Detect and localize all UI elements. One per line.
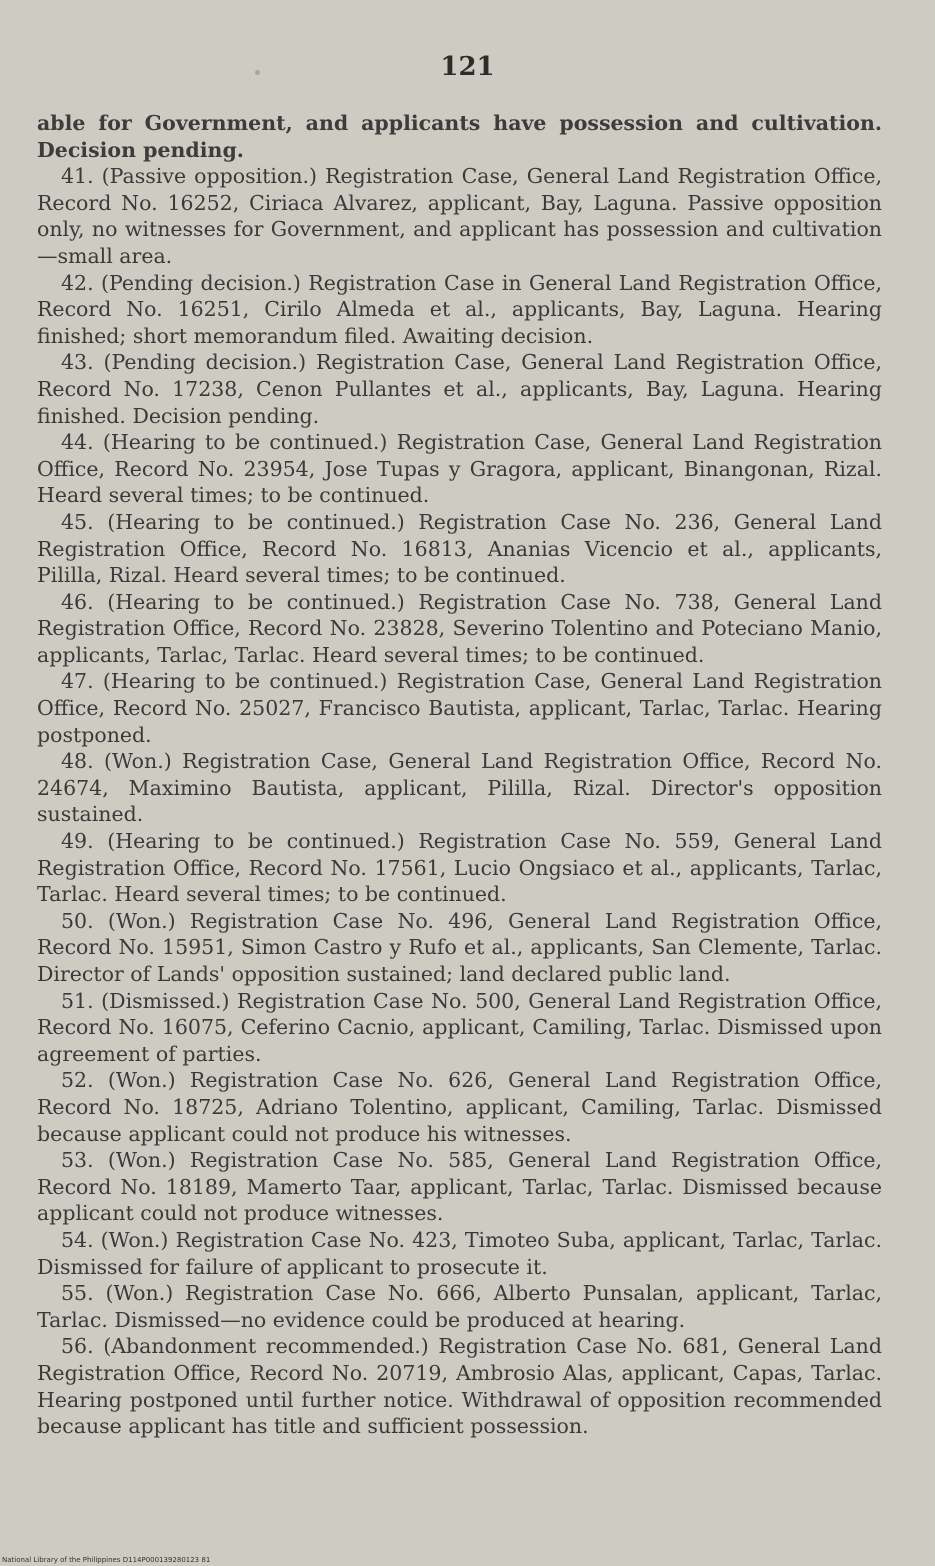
- scan-footer: National Library of the Philippines D114P000139280123 81: [2, 1556, 211, 1564]
- entry-50: 50. (Won.) Registration Case No. 496, General Land Registration Office, Record No. 15951, Simon Castro y Rufo et al., applicants, San Clemente, Tarlac. Director of Lands' opposition sustained; land declared public land.: [37, 908, 882, 986]
- entry-52: 52. (Won.) Registration Case No. 626, General Land Registration Office, Record No. 18725, Adriano Tolentino, applicant, Camiling, Tarlac. Dismissed because applicant could not produce his witnesses.: [37, 1068, 882, 1146]
- entry-54: 54. (Won.) Registration Case No. 423, Timoteo Suba, applicant, Tarlac, Tarlac. Dismissed for failure of applicant to prosecute it.: [37, 1227, 882, 1279]
- entry-49: 49. (Hearing to be continued.) Registration Case No. 559, General Land Registration Office, Record No. 17561, Lucio Ongsiaco et al., applicants, Tarlac, Tarlac. Heard several times; to be continued.: [37, 829, 882, 907]
- body-text: [37, 110, 882, 1440]
- entry-47: 47. (Hearing to be continued.) Registration Case, General Land Registration Office, Record No. 25027, Francisco Bautista, applicant, Tarlac, Tarlac. Hearing postponed.: [37, 669, 882, 747]
- entry-41: 41. (Passive opposition.) Registration Case, General Land Registration Office, Record No. 16252, Ciriaca Alvarez, applicant, Bay, Laguna. Passive opposition only, no witnesses for Government, and applicant has possession and cultivation—small area.: [37, 164, 882, 268]
- entry-56: 56. (Abandonment recommended.) Registration Case No. 681, General Land Registration Office, Record No. 20719, Ambrosio Alas, applicant, Capas, Tarlac. Hearing postponed until further notice. Withdrawal of opposition recommended because applicant has title and sufficient possession.: [37, 1334, 882, 1439]
- entry-51: 51. (Dismissed.) Registration Case No. 500, General Land Registration Office, Record No. 16075, Ceferino Cacnio, applicant, Camiling, Tarlac. Dismissed upon agreement of parties.: [37, 988, 882, 1066]
- entry-53: 53. (Won.) Registration Case No. 585, General Land Registration Office, Record No. 18189, Mamerto Taar, applicant, Tarlac, Tarlac. Dismissed because applicant could not produce witnesses.: [37, 1148, 882, 1226]
- entry-55: 55. (Won.) Registration Case No. 666, Alberto Punsalan, applicant, Tarlac, Tarlac. Dismissed—no evidence could be produced at hearing.: [37, 1281, 882, 1332]
- entry-46: 46. (Hearing to be continued.) Registration Case No. 738, General Land Registration Office, Record No. 23828, Severino Tolentino and Poteciano Manio, applicants, Tarlac, Tarlac. Heard several times; to be continued.: [37, 589, 882, 667]
- entry-44: 44. (Hearing to be continued.) Registration Case, General Land Registration Office, Record No. 23954, Jose Tupas y Gragora, applicant, Binangonan, Rizal. Heard several times; to be continued.: [37, 430, 882, 508]
- page-number: 121: [440, 52, 495, 82]
- entry-42: 42. (Pending decision.) Registration Case in General Land Registration Office, Record No. 16251, Cirilo Almeda et al., applicants, Bay, Laguna. Hearing finished; short memorandum filed. Awaiting decision.: [37, 270, 882, 348]
- entry-43: 43. (Pending decision.) Registration Case, General Land Registration Office, Record No. 17238, Cenon Pullantes et al., applicants, Bay, Laguna. Hearing finished. Decision pending.: [37, 350, 882, 428]
- paragraph-continuation: able for Government, and applicants have possession and cultivation. Decision pending.: [37, 111, 882, 162]
- entry-48: 48. (Won.) Registration Case, General Land Registration Office, Record No. 24674, Maximino Bautista, applicant, Pililla, Rizal. Director's opposition sustained.: [37, 749, 882, 827]
- entry-45: 45. (Hearing to be continued.) Registration Case No. 236, General Land Registration Office, Record No. 16813, Ananias Vicencio et al., applicants, Pililla, Rizal. Heard several times; to be continued.: [37, 509, 882, 588]
